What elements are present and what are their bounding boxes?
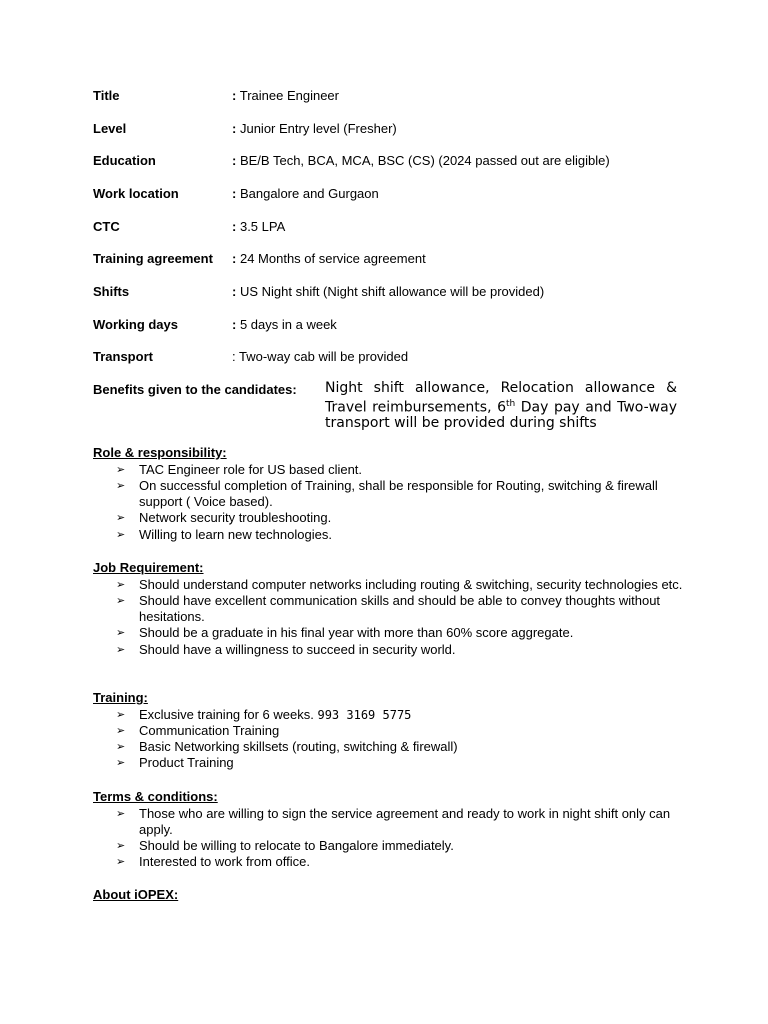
list-item: ➢ Product Training <box>116 755 234 771</box>
field-separator: : <box>232 121 237 136</box>
field-label: Transport <box>93 349 153 364</box>
list-item: ➢ Should understand computer networks including routing & switching, security technologies etc. <box>116 576 683 592</box>
field-value: 3.5 LPA <box>239 219 286 234</box>
bullet-list <box>93 707 683 772</box>
section-heading: Terms & conditions: <box>93 789 218 804</box>
field-label: Level <box>93 121 127 136</box>
section-about <box>93 887 683 904</box>
section-role-responsibility <box>93 445 683 543</box>
arrow-bullet-icon: ➢ <box>116 577 126 591</box>
field-label: Work location <box>93 186 179 201</box>
list-item: ➢ Communication Training <box>116 722 280 738</box>
field-value: 5 days in a week <box>239 317 337 332</box>
arrow-bullet-icon: ➢ <box>116 462 126 476</box>
field-label: Title <box>93 88 120 103</box>
arrow-bullet-icon: ➢ <box>116 478 126 492</box>
bullet-list <box>93 806 683 871</box>
field-value: 24 Months of service agreement <box>239 251 426 266</box>
ordinal-suffix: th <box>505 398 516 409</box>
arrow-bullet-icon: ➢ <box>116 626 126 640</box>
list-item: ➢ TAC Engineer role for US based client. <box>116 461 363 477</box>
arrow-bullet-icon: ➢ <box>116 806 126 820</box>
section-heading: Training: <box>93 690 148 705</box>
list-item: ➢ Should have excellent communication skills and should be able to convey thoughts without hesitations. <box>116 592 661 625</box>
section-heading: About iOPEX: <box>93 887 179 902</box>
section-terms-conditions <box>93 789 683 871</box>
section-heading: Role & responsibility: <box>93 445 227 460</box>
arrow-bullet-icon: ➢ <box>116 707 126 721</box>
benefits-text: Night shift allowance, Relocation allowance & Travel reimbursements, 6th Day pay and Two-way transport will be provided during shifts <box>325 380 677 431</box>
field-label: Shifts <box>93 284 130 299</box>
arrow-bullet-icon: ➢ <box>116 527 126 541</box>
field-value: BE/B Tech, BCA, MCA, BSC (CS) (2024 passed out are eligible) <box>239 153 610 168</box>
field-separator: : <box>232 349 236 364</box>
arrow-bullet-icon: ➢ <box>116 756 126 770</box>
bullet-list <box>93 577 683 658</box>
field-separator: : <box>232 153 237 168</box>
list-item: ➢ Willing to learn new technologies. <box>116 526 332 542</box>
section-job-requirement <box>93 560 683 658</box>
arrow-bullet-icon: ➢ <box>116 855 126 869</box>
field-separator: : <box>232 219 237 234</box>
arrow-bullet-icon: ➢ <box>116 723 126 737</box>
list-item: ➢ Network security troubleshooting. <box>116 510 332 526</box>
field-value: Bangalore and Gurgaon <box>239 186 379 201</box>
field-separator: : <box>232 284 237 299</box>
field-label: Working days <box>93 317 179 332</box>
field-separator: : <box>232 88 237 103</box>
list-item: ➢ On successful completion of Training, shall be responsible for Routing, switching & firewall support ( Voice based). <box>116 477 658 510</box>
field-label: CTC <box>93 219 120 234</box>
bullet-list <box>93 462 683 543</box>
field-value: Two-way cab will be provided <box>239 349 409 364</box>
benefits-label: Benefits given to the candidates: <box>93 382 297 397</box>
field-label: Training agreement <box>93 251 213 266</box>
list-item: ➢ Should be willing to relocate to Bangalore immediately. <box>116 838 454 854</box>
field-separator: : <box>232 251 237 266</box>
arrow-bullet-icon: ➢ <box>116 740 126 754</box>
arrow-bullet-icon: ➢ <box>116 511 126 525</box>
list-item: ➢ Should be a graduate in his final year with more than 60% score aggregate. <box>116 625 574 641</box>
arrow-bullet-icon: ➢ <box>116 839 126 853</box>
arrow-bullet-icon: ➢ <box>116 642 126 656</box>
list-item: ➢ Interested to work from office. <box>116 854 310 870</box>
section-training <box>93 690 683 772</box>
field-value: Junior Entry level (Fresher) <box>239 121 397 136</box>
section-heading: Job Requirement: <box>93 560 204 575</box>
field-value: US Night shift (Night shift allowance will be provided) <box>239 284 545 299</box>
list-item: ➢ Those who are willing to sign the service agreement and ready to work in night shift only can apply. <box>116 805 671 837</box>
list-item: ➢ Should have a willingness to succeed in security world. <box>116 641 456 657</box>
list-item: ➢ Exclusive training for 6 weeks. 993 3169 5775 <box>116 706 412 722</box>
phone-number: 993 3169 5775 <box>317 707 412 722</box>
field-separator: : <box>232 186 237 201</box>
list-item: ➢ Basic Networking skillsets (routing, switching & firewall) <box>116 739 458 755</box>
arrow-bullet-icon: ➢ <box>116 593 126 607</box>
field-value: Trainee Engineer <box>239 88 339 103</box>
field-label: Education <box>93 153 156 168</box>
field-separator: : <box>232 317 237 332</box>
